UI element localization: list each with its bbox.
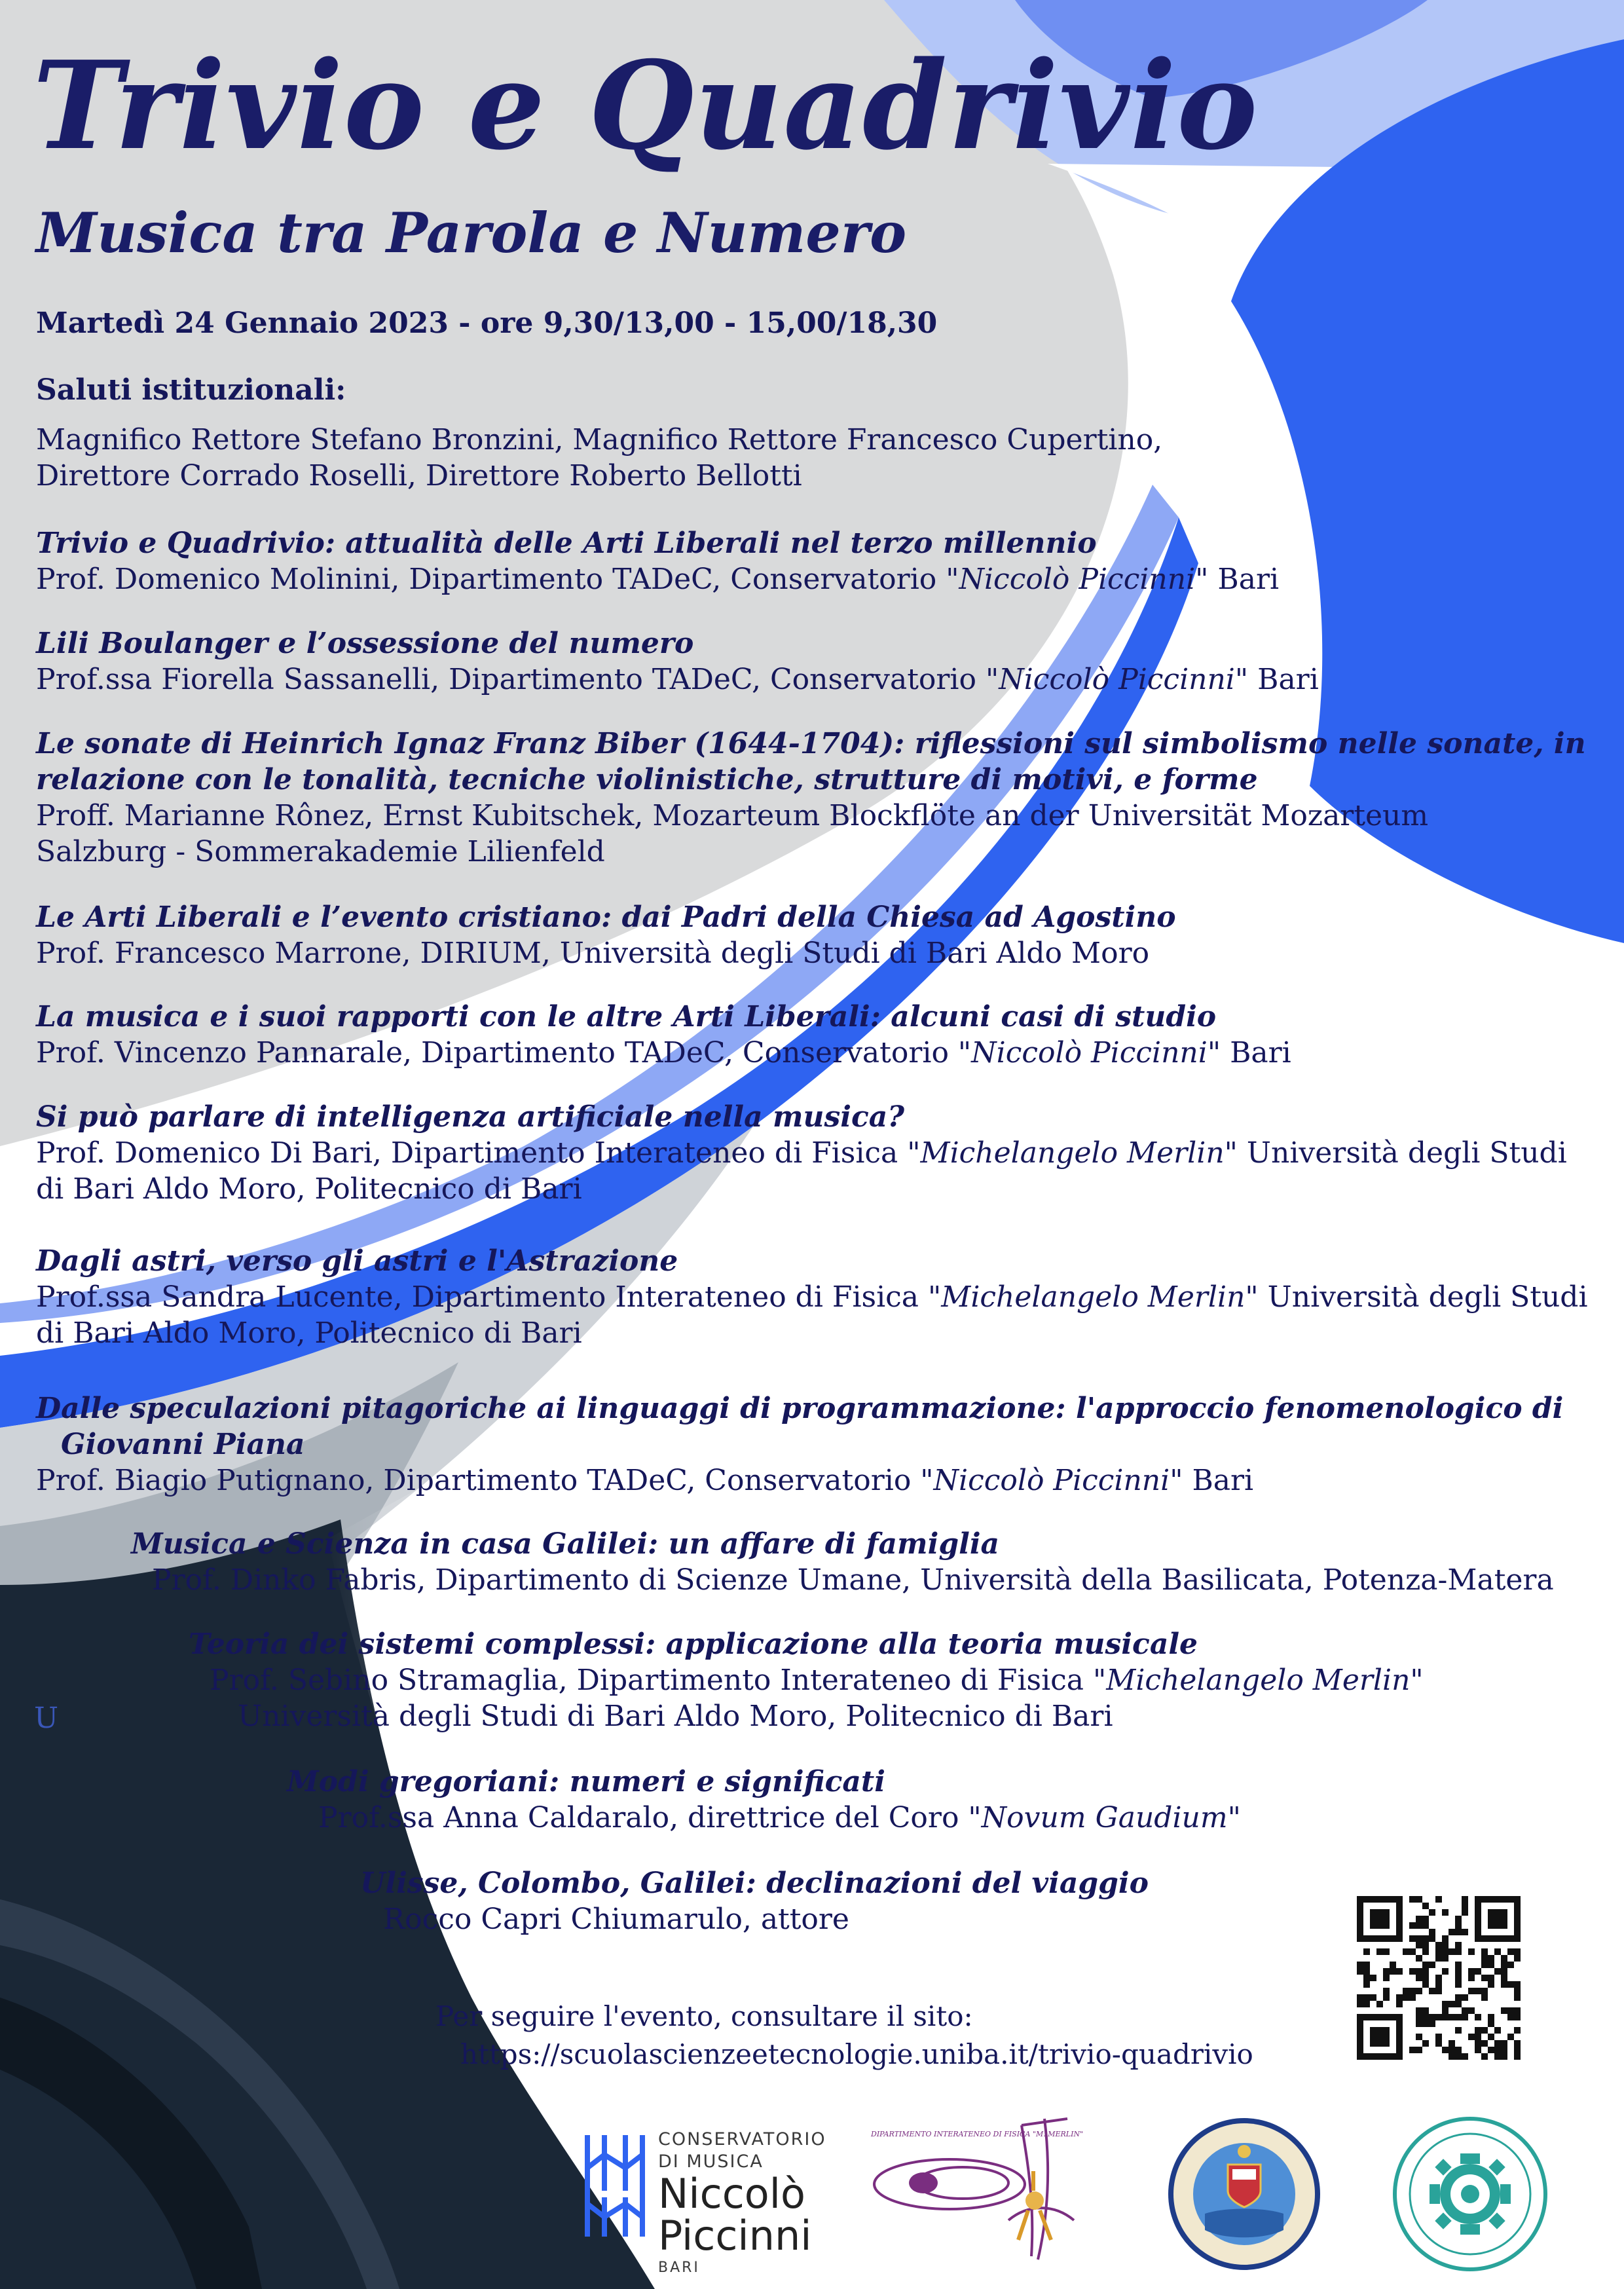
page-title: Trivio e Quadrivio (33, 34, 1259, 177)
talk-speaker: Rocco Capri Chiumarulo, attore (383, 1903, 849, 1936)
talk-speaker: Prof. Sebino Stramaglia, Dipartimento Interateneo di Fisica "Michelangelo Merlin" (210, 1664, 1424, 1697)
conservatorio-logo-icon (580, 2132, 650, 2240)
talk-title: Ulisse, Colombo, Galilei: declinazioni del viaggio (360, 1867, 1149, 1900)
talk-speaker-cont: di Bari Aldo Moro, Politecnico di Bari (36, 1172, 582, 1206)
universita-bari-seal-icon (1166, 2115, 1323, 2273)
talk-title: Trivio e Quadrivio: attualità delle Arti Liberali nel terzo millennio (36, 527, 1097, 560)
greetings-heading: Saluti istituzionali: (36, 373, 346, 407)
talk-title: Le Arti Liberali e l’evento cristiano: dai Padri della Chiesa ad Agostino (36, 901, 1176, 934)
talk-speaker: Prof. Domenico Di Bari, Dipartimento Interateneo di Fisica "Michelangelo Merlin" Università degli Studi (36, 1136, 1567, 1170)
talk-speaker: Prof.ssa Fiorella Sassanelli, Dipartimento TADeC, Conservatorio "Niccolò Piccinni" Bari (36, 663, 1319, 696)
talk-title: Dagli astri, verso gli astri e l'Astrazione (36, 1244, 678, 1278)
talk-speaker: Prof.ssa Anna Caldaralo, direttrice del Coro "Novum Gaudium" (318, 1801, 1241, 1834)
greetings-line: Direttore Corrado Roselli, Direttore Roberto Bellotti (36, 459, 802, 493)
talk-item (36, 899, 1176, 971)
dipartimento-fisica-logo-icon (871, 2106, 1087, 2263)
talk-title: Si può parlare di intelligenza artificiale nella musica? (36, 1100, 905, 1134)
event-site-label: Per seguire l'evento, consultare il sito: (435, 2000, 973, 2032)
talk-item (360, 1865, 1149, 1937)
talk-item (36, 1243, 1588, 1351)
talk-speaker: Prof. Vincenzo Pannarale, Dipartimento TADeC, Conservatorio "Niccolò Piccinni" Bari (36, 1036, 1291, 1070)
talk-item (36, 999, 1291, 1071)
talk-title: Modi gregoriani: numeri e significati (287, 1765, 885, 1798)
talk-item (36, 1390, 1563, 1498)
talk-item (36, 726, 1586, 870)
greetings-line: Magnifico Rettore Stefano Bronzini, Magnifico Rettore Francesco Cupertino, (36, 423, 1163, 456)
talk-item (36, 625, 1319, 698)
talk-title-cont: relazione con le tonalità, tecniche violinistiche, strutture di motivi, e forme (36, 763, 1258, 796)
greetings-section (36, 372, 1162, 494)
talk-title: La musica e i suoi rapporti con le altre Arti Liberali: alcuni casi di studio (36, 1000, 1217, 1033)
talk-title: Dalle speculazioni pitagoriche ai linguaggi di programmazione: l'approccio fenomenologico di (36, 1392, 1564, 1425)
talk-speaker-cont: Università degli Studi di Bari Aldo Moro, Politecnico di Bari (238, 1700, 1113, 1733)
event-site-url[interactable]: https://scuolascienzeetecnologie.uniba.it/trivio-quadrivio (460, 2038, 1253, 2070)
talk-title: Lili Boulanger e l’ossessione del numero (36, 627, 694, 660)
qr-code[interactable] (1357, 1896, 1521, 2060)
talk-speaker: Prof.ssa Sandra Lucente, Dipartimento Interateneo di Fisica "Michelangelo Merlin" Università degli Studi (36, 1280, 1588, 1314)
talk-item (36, 1099, 1567, 1207)
politecnico-bari-seal-icon (1392, 2115, 1549, 2273)
talk-title: Musica e Scienza in casa Galilei: un affare di famiglia (131, 1527, 1000, 1561)
conservatorio-logo-text: CONSERVATORIO DI MUSICA Niccolò Piccinni BARI (658, 2129, 826, 2276)
talk-title-cont: Giovanni Piana (61, 1428, 305, 1461)
event-date: Martedì 24 Gennaio 2023 - ore 9,30/13,00 - 15,00/18,30 (36, 307, 938, 340)
talk-speaker: Prof. Francesco Marrone, DIRIUM, Università degli Studi di Bari Aldo Moro (36, 937, 1150, 970)
talk-item (131, 1526, 1554, 1598)
talk-speaker: Prof. Biagio Putignano, Dipartimento TADeC, Conservatorio "Niccolò Piccinni" Bari (36, 1464, 1254, 1497)
talk-title: Le sonate di Heinrich Ignaz Franz Biber (1644-1704): riflessioni sul simbolismo nelle sonate, in (36, 727, 1586, 760)
page-subtitle: Musica tra Parola e Numero (36, 200, 907, 265)
talk-title: Teoria dei sistemi complessi: applicazione alla teoria musicale (189, 1628, 1198, 1661)
talk-item (287, 1764, 1241, 1836)
talk-item (36, 525, 1279, 597)
talk-item (189, 1626, 1424, 1734)
talk-speaker-cont: Salzburg - Sommerakademie Lilienfeld (36, 835, 605, 868)
talk-speaker: Proff. Marianne Rônez, Ernst Kubitschek, Mozarteum Blockflöte an der Universität Mozarteum (36, 799, 1429, 832)
event-site-info (435, 1998, 1253, 2074)
dipartimento-logo-label: DIPARTIMENTO INTERATENEO DI FISICA "M. MERLIN" (871, 2130, 1084, 2138)
talk-speaker: Prof. Domenico Molinini, Dipartimento TADeC, Conservatorio "Niccolò Piccinni" Bari (36, 563, 1280, 596)
stray-character: U (34, 1702, 59, 1735)
talk-speaker-cont: di Bari Aldo Moro, Politecnico di Bari (36, 1316, 582, 1350)
talk-speaker: Prof. Dinko Fabris, Dipartimento di Scienze Umane, Università della Basilicata, Potenza-Matera (152, 1563, 1554, 1597)
